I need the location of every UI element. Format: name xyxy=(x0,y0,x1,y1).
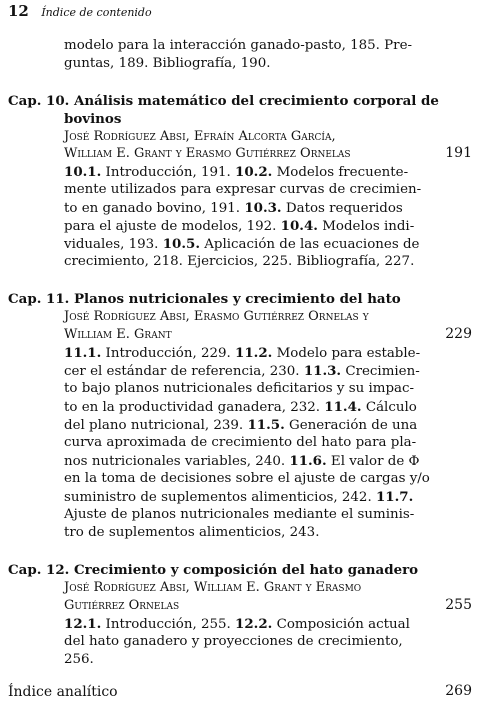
chapter-11-body-line: to bajo planos nutricionales deficitarios y su impac- xyxy=(64,381,415,396)
intro-line: modelo para la interacción ganado-pasto, 185. Pre- xyxy=(64,38,413,53)
chapter-11-body-line: to en la productividad ganadera, 232. 11.4. Cálculo xyxy=(64,399,417,415)
chapter-10-body-line: para el ajuste de modelos, 192. 10.4. Modelos indi- xyxy=(64,218,415,234)
running-head xyxy=(8,2,152,20)
chapter-12-authors: José Rodríguez Absi, William E. Grant y Erasmo xyxy=(64,580,362,595)
chapter-11-body-line: tro de suplementos alimenticios, 243. xyxy=(64,525,320,540)
chapter-12-page: 255 xyxy=(445,597,472,613)
chapter-10-body-line: crecimiento, 218. Ejercicios, 225. Bibliografía, 227. xyxy=(64,254,415,269)
chapter-10-heading-cont: bovinos xyxy=(64,111,122,127)
chapter-11-body-line: 11.1. Introducción, 229. 11.2. Modelo para estable- xyxy=(64,345,421,361)
chapter-12-body-line: del hato ganadero y proyecciones de crecimiento, xyxy=(64,634,403,649)
chapter-10-body-line: to en ganado bovino, 191. 10.3. Datos requeridos xyxy=(64,200,403,216)
chapter-10-heading: Cap. 10. Análisis matemático del crecimiento corporal de xyxy=(8,93,439,109)
chapter-11-body-line: cer el estándar de referencia, 230. 11.3. Crecimien- xyxy=(64,363,420,379)
chapter-11-body-line: curva aproximada de crecimiento del hato para pla- xyxy=(64,435,417,450)
index-entry-page: 269 xyxy=(445,683,472,699)
intro-line: guntas, 189. Bibliografía, 190. xyxy=(64,56,271,71)
chapter-12-body-line: 12.1. Introducción, 255. 12.2. Composición actual xyxy=(64,616,410,632)
chapter-12-heading: Cap. 12. Crecimiento y composición del hato ganadero xyxy=(8,562,419,578)
chapter-11-body-line: suministro de suplementos alimenticios, 242. 11.7. xyxy=(64,489,414,505)
chapter-12-body-line: 256. xyxy=(64,652,94,667)
chapter-10-body-line: 10.1. Introducción, 191. 10.2. Modelos frecuente- xyxy=(64,164,409,180)
chapter-11-authors: William E. Grant xyxy=(64,327,172,342)
chapter-10-body-line: viduales, 193. 10.5. Aplicación de las ecuaciones de xyxy=(64,236,420,252)
chapter-11-body-line: del plano nutricional, 239. 11.5. Generación de una xyxy=(64,417,418,433)
index-entry-label: Índice analítico xyxy=(8,684,118,700)
chapter-11-body-line: nos nutricionales variables, 240. 11.6. El valor de Φ xyxy=(64,453,420,469)
chapter-10-authors: José Rodríguez Absi, Efraín Alcorta García, xyxy=(64,129,336,144)
chapter-11-page: 229 xyxy=(445,326,472,342)
chapter-11-heading: Cap. 11. Planos nutricionales y crecimiento del hato xyxy=(8,291,401,307)
chapter-10-authors: William E. Grant y Erasmo Gutiérrez Ornelas xyxy=(64,146,351,161)
chapter-11-body-line: Ajuste de planos nutricionales mediante el suminis- xyxy=(64,507,415,522)
chapter-10-body-line: mente utilizados para expresar curvas de crecimien- xyxy=(64,182,422,197)
chapter-10-page: 191 xyxy=(445,145,472,161)
chapter-12-authors: Gutiérrez Ornelas xyxy=(64,598,180,613)
page-number: 12 xyxy=(8,2,29,20)
running-title: Índice de contenido xyxy=(41,6,152,19)
chapter-11-body-line: en la toma de decisiones sobre el ajuste de cargas y/o xyxy=(64,471,430,486)
chapter-11-authors: José Rodríguez Absi, Erasmo Gutiérrez Ornelas y xyxy=(64,309,369,324)
